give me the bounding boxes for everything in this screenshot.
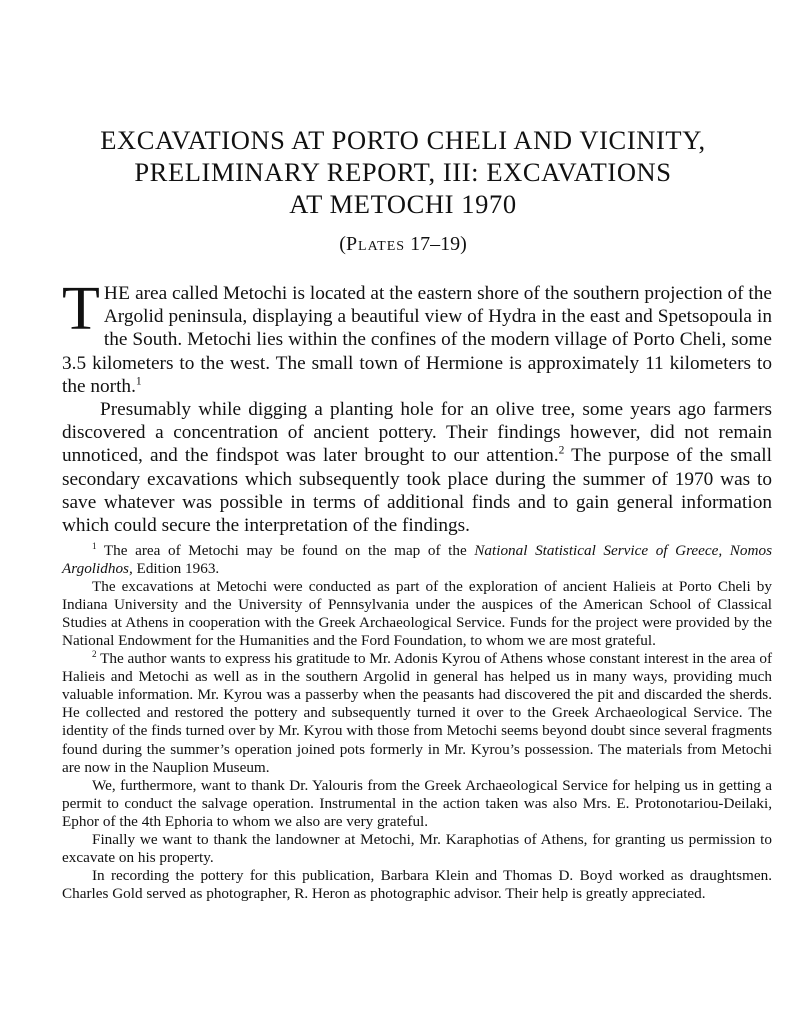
- footnote-2-paragraph-2: We, furthermore, want to thank Dr. Yalouris from the Greek Archaeological Service for helping us in getting a permit to conduct the salvage operation. Instrumental in the action taken was also Mrs. E. Protonotariou-Deilaki, Ephor of the 4th Ephoria to whom we also are very grateful.: [62, 776, 772, 830]
- footnote-1-text-a: The area of Metochi may be found on the map of the: [96, 542, 475, 559]
- article-body: [62, 275, 772, 537]
- footnote-2-marker: 2: [92, 649, 97, 660]
- footnote-1-text-b: Edition 1963.: [132, 560, 220, 578]
- footnote-1-marker: 1: [92, 540, 97, 551]
- footnotes: [62, 542, 772, 903]
- footnote-1-italic-source: National Statistical Service of Greece, Nomos Argolidhos,: [62, 542, 772, 578]
- plates-label: Plates: [345, 233, 406, 255]
- footnote-1-paragraph-2: The excavations at Metochi were conducted as part of the exploration of ancient Halieis at Porto Cheli by Indiana University and the University of Pennsylvania under the auspices of the American School of Classical Studies at Athens in cooperation with the Greek Archaeological Service. Funds for the project were provided by the National Endowment for the Humanities and the Ford Foundation, to whom we are most grateful.: [62, 578, 772, 650]
- paragraph-1-text: area called Metochi is located at the eastern shore of the southern projection of the Argolid peninsula, displaying a beautiful view of Hydra in the east and Spetsopoula in the South. Metochi lies within the confines of the modern village of Porto Cheli, some 3.5 kilometers to the west. The small town of Hermione is approximately 11 kilometers to the north.: [62, 283, 772, 397]
- plates-reference: [0, 233, 806, 256]
- plates-open-paren: (: [339, 233, 346, 255]
- footnote-2-text: The author wants to express his gratitude to Mr. Adonis Kyrou of Athens whose constant interest in the area of Halieis and Metochi as well as in the southern Argolid in general has helped us in many ways, providing much valuable information. Mr. Kyrou was a passerby when the peasants had discovered the pit and discarded the sherds. He collected and restored the pottery and subsequently turned it over to the Greek Archaeological Service. The identity of the finds turned over by Mr. Kyrou with those from Metochi seems beyond doubt since several fragments found during the summer’s operation joined pots formerly in Mr. Kyrou’s possession. The materials from Metochi are now in the Nauplion Museum.: [62, 650, 772, 776]
- drop-cap: T: [62, 275, 100, 343]
- footnote-2-paragraph-4: In recording the pottery for this publication, Barbara Klein and Thomas D. Boyd worked as draughtsmen. Charles Gold served as photographer, R. Heron as photographic advisor. Their help is greatly appreciated.: [62, 866, 772, 902]
- plates-range: 17–19): [405, 233, 467, 255]
- first-word: HE: [103, 283, 131, 304]
- body-paragraph-1: [62, 275, 772, 398]
- paragraph-2-text-a: Presumably while digging a planting hole for an olive tree, some years ago farmers discovered a concentration of ancient pottery. Their findings however, did not remain unnoticed, and the findspot was later brought to our attention.: [62, 399, 772, 467]
- paragraph-2-text-b: The purpose of the small secondary excavations which subsequently took place during the summer of 1970 was to save whatever was possible in terms of additional finds and to gain general information which could secure the interpretation of the findings.: [62, 445, 772, 537]
- title-line-3: AT METOCHI 1970: [289, 189, 517, 219]
- article-title: [40, 124, 766, 220]
- footnote-1: [62, 542, 772, 578]
- footnote-2-paragraph-3: Finally we want to thank the landowner at Metochi, Mr. Karaphotias of Athens, for granting us permission to excavate on his property.: [62, 830, 772, 866]
- title-line-1: EXCAVATIONS AT PORTO CHELI AND VICINITY,: [100, 125, 706, 155]
- footnote-2: [62, 650, 772, 776]
- footnote-ref-2[interactable]: 2: [558, 444, 565, 457]
- footnote-ref-1[interactable]: 1: [135, 374, 142, 388]
- body-paragraph-2: [62, 398, 772, 537]
- title-line-2: PRELIMINARY REPORT, III: EXCAVATIONS: [134, 157, 672, 187]
